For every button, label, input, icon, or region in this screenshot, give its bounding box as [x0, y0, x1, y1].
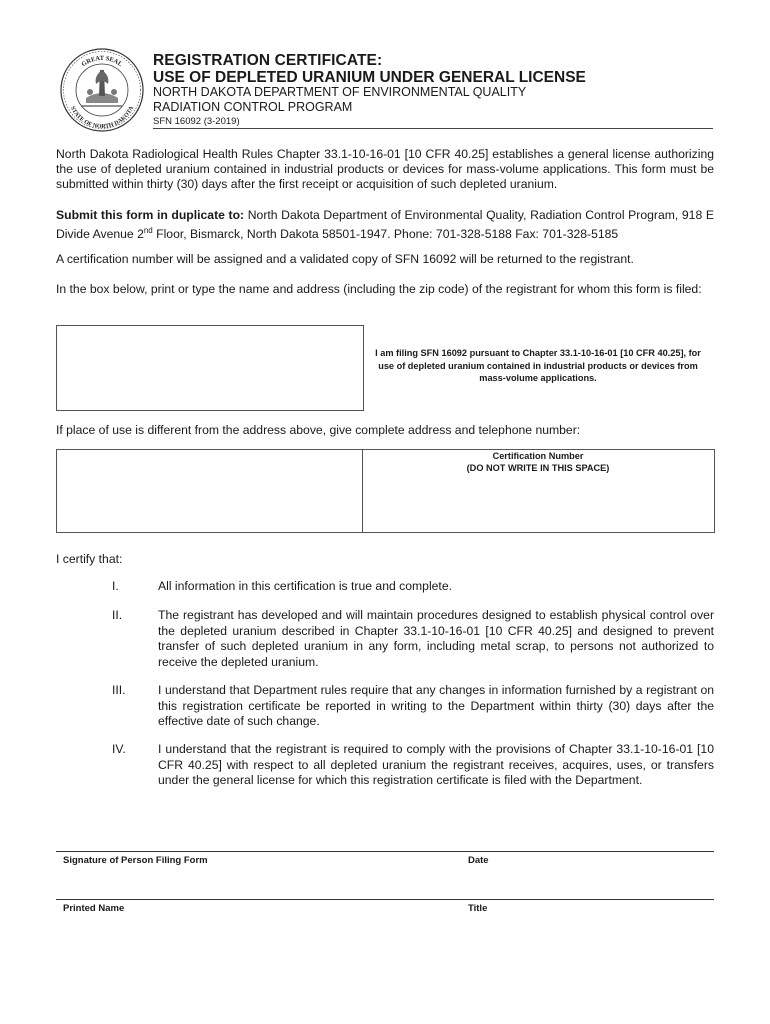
filing-statement: I am filing SFN 16092 pursuant to Chapter 33.1-10-16-01 [10 CFR 40.25], for use of depleted uranium contained in industrial products or devices from mass-volume applications. — [375, 348, 701, 383]
seal-text-bottom: STATE OF NORTH DAKOTA — [68, 105, 136, 131]
cert-item-number: III. — [112, 683, 126, 697]
cert-item-text: I understand that Department rules require that any changes in information furnished by a registrant on this registration certificate be reported in writing to the Department within thirty (30) days after the effective date of such change. — [158, 683, 714, 728]
cert-number-note: (DO NOT WRITE IN THIS SPACE) — [466, 463, 610, 473]
submit-paragraph — [56, 208, 714, 242]
department-name: NORTH DAKOTA DEPARTMENT OF ENVIRONMENTAL QUALITY — [153, 85, 527, 99]
cert-item-number: II. — [112, 608, 123, 622]
svg-text:STATE OF NORTH DAKOTA — [69, 105, 136, 130]
cert-item-number: I. — [112, 579, 119, 593]
registrant-address-box[interactable] — [56, 325, 364, 411]
seal-text-top: GREAT SEAL — [80, 54, 124, 69]
cert-item-text: The registrant has developed and will maintain procedures designed to establish physical control over the depleted uranium described in Chapter 33.1-10-16-01 [10 CFR 40.25] and designed to prevent transfer of such depleted uranium in any form, including metal scrap, to persons not authorized to receive the depleted uranium. — [158, 608, 714, 669]
printed-name-label: Printed Name — [63, 903, 125, 914]
svg-text:GREAT SEAL — [80, 55, 123, 68]
form-title-line1: REGISTRATION CERTIFICATE: — [153, 52, 383, 69]
submit-address-part2: Floor, Bismarck, North Dakota 58501-1947. Phone: 701-328-5188 Fax: 701-328-5185 — [152, 227, 619, 242]
form-title-line2: USE OF DEPLETED URANIUM UNDER GENERAL LICENSE — [153, 69, 586, 86]
submit-superscript: nd — [143, 226, 153, 235]
program-name: RADIATION CONTROL PROGRAM — [153, 100, 353, 114]
cert-item-text: I understand that the registrant is required to comply with the provisions of Chapter 33.1-10-16-01 [10 CFR 40.25] with respect to all depleted uranium the registrant receives, acquires, uses, or transfers under the general license for which this registration certificate is filed with the Department. — [158, 742, 714, 787]
north-dakota-great-seal — [60, 48, 144, 132]
signature-label: Signature of Person Filing Form — [63, 855, 208, 866]
place-of-use-field[interactable] — [57, 450, 361, 530]
cert-item-text: All information in this certification is true and complete. — [158, 579, 452, 593]
header-divider — [153, 128, 713, 129]
certify-intro: I certify that: — [56, 552, 123, 566]
title-label: Title — [468, 903, 488, 914]
signature-line[interactable] — [56, 851, 714, 852]
date-label: Date — [468, 855, 489, 866]
submit-label: Submit this form in duplicate to: — [56, 208, 245, 222]
place-of-use-instruction: If place of use is different from the address above, give complete address and telephone number: — [56, 423, 581, 437]
printed-name-line[interactable] — [56, 899, 714, 900]
box-instruction: In the box below, print or type the name and address (including the zip code) of the registrant for whom this form is filed: — [56, 282, 702, 296]
form-number: SFN 16092 (3-2019) — [153, 116, 240, 127]
cert-number-title: Certification Number — [492, 451, 584, 461]
intro-paragraph: North Dakota Radiological Health Rules Chapter 33.1-10-16-01 [10 CFR 40.25] establishes a general license authorizing the use of depleted uranium contained in industrial products or devices for mass-volume applications. This form must be submitted within thirty (30) days after the first receipt or acquisition of such depleted uranium. — [56, 147, 714, 191]
cert-item-number: IV. — [112, 742, 126, 756]
submit-address-part1: North Dakota Department of Environmental Quality, Radiation Control Program, 918 E Divide Avenue 2 — [56, 208, 714, 242]
certification-number-label — [362, 450, 714, 474]
certification-number-note: A certification number will be assigned and a validated copy of SFN 16092 will be returned to the registrant. — [56, 252, 634, 266]
